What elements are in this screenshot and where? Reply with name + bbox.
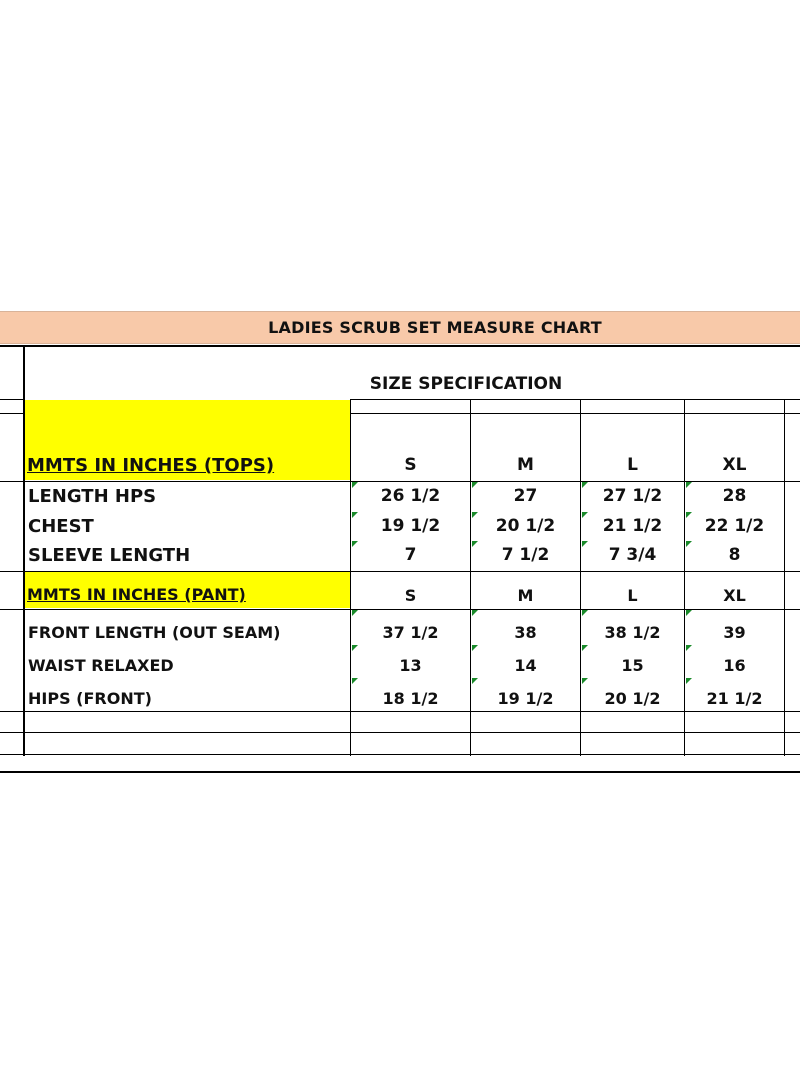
table-cell: 20 1/2 bbox=[495, 516, 556, 536]
cell-marker-icon bbox=[472, 482, 478, 488]
table-cell: 19 1/2 bbox=[380, 516, 441, 536]
cell-marker-icon bbox=[582, 512, 588, 518]
size-specification-label: SIZE SPECIFICATION bbox=[369, 374, 563, 394]
table-cell: 16 bbox=[723, 656, 746, 675]
size-header-s: S bbox=[404, 586, 417, 605]
cell-marker-icon bbox=[686, 541, 692, 547]
size-header-m: M bbox=[517, 586, 534, 605]
row-label: WAIST RELAXED bbox=[28, 656, 174, 675]
table-cell: 21 1/2 bbox=[706, 689, 763, 708]
table-cell: 39 bbox=[723, 623, 746, 642]
cell-marker-icon bbox=[582, 678, 588, 684]
cell-marker-icon bbox=[582, 482, 588, 488]
size-header-xl: XL bbox=[722, 455, 747, 475]
grid-line bbox=[0, 771, 800, 773]
grid-line bbox=[0, 413, 25, 414]
grid-line bbox=[0, 345, 800, 347]
row-label: HIPS (FRONT) bbox=[28, 689, 152, 708]
cell-marker-icon bbox=[472, 610, 478, 616]
chart-title: LADIES SCRUB SET MEASURE CHART bbox=[268, 318, 602, 337]
grid-line bbox=[0, 481, 800, 482]
row-label: LENGTH HPS bbox=[28, 486, 157, 507]
table-cell: 26 1/2 bbox=[380, 486, 441, 506]
size-header-l: L bbox=[627, 586, 638, 605]
cell-marker-icon bbox=[686, 678, 692, 684]
table-cell: 19 1/2 bbox=[497, 689, 554, 708]
cell-marker-icon bbox=[686, 610, 692, 616]
table-cell: 7 3/4 bbox=[608, 545, 657, 565]
grid-line bbox=[0, 571, 800, 572]
table-cell: 27 1/2 bbox=[602, 486, 663, 506]
cell-marker-icon bbox=[686, 512, 692, 518]
row-label: CHEST bbox=[28, 516, 94, 537]
table-cell: 37 1/2 bbox=[382, 623, 439, 642]
cell-marker-icon bbox=[352, 610, 358, 616]
grid-line bbox=[23, 346, 25, 756]
cell-marker-icon bbox=[472, 512, 478, 518]
cell-marker-icon bbox=[352, 541, 358, 547]
grid-line bbox=[351, 399, 800, 400]
grid-line bbox=[0, 732, 800, 733]
cell-marker-icon bbox=[352, 512, 358, 518]
table-cell: 22 1/2 bbox=[704, 516, 765, 536]
cell-marker-icon bbox=[582, 645, 588, 651]
chart-title-bar bbox=[0, 311, 800, 344]
size-header-xl: XL bbox=[723, 586, 746, 605]
grid-line bbox=[0, 711, 800, 712]
cell-marker-icon bbox=[352, 645, 358, 651]
cell-marker-icon bbox=[472, 678, 478, 684]
tops-section-header: MMTS IN INCHES (TOPS) bbox=[27, 455, 275, 476]
table-cell: 27 bbox=[513, 486, 538, 506]
table-cell: 28 bbox=[722, 486, 747, 506]
size-header-s: S bbox=[404, 455, 417, 475]
cell-marker-icon bbox=[686, 482, 692, 488]
grid-line bbox=[351, 413, 800, 414]
table-cell: 14 bbox=[514, 656, 537, 675]
cell-marker-icon bbox=[352, 678, 358, 684]
table-cell: 18 1/2 bbox=[382, 689, 439, 708]
table-cell: 21 1/2 bbox=[602, 516, 663, 536]
cell-marker-icon bbox=[472, 541, 478, 547]
table-cell: 38 bbox=[514, 623, 537, 642]
grid-line bbox=[0, 754, 800, 755]
grid-line bbox=[0, 609, 800, 610]
cell-marker-icon bbox=[352, 482, 358, 488]
cell-marker-icon bbox=[472, 645, 478, 651]
cell-marker-icon bbox=[582, 541, 588, 547]
table-cell: 8 bbox=[728, 545, 741, 565]
table-cell: 15 bbox=[621, 656, 644, 675]
table-cell: 7 1/2 bbox=[501, 545, 550, 565]
size-header-m: M bbox=[517, 455, 534, 475]
table-cell: 38 1/2 bbox=[604, 623, 661, 642]
cell-marker-icon bbox=[582, 610, 588, 616]
row-label: SLEEVE LENGTH bbox=[28, 545, 191, 566]
grid-line bbox=[0, 399, 25, 400]
size-header-l: L bbox=[627, 455, 638, 475]
table-cell: 13 bbox=[399, 656, 422, 675]
table-cell: 7 bbox=[404, 545, 417, 565]
cell-marker-icon bbox=[686, 645, 692, 651]
row-label: FRONT LENGTH (OUT SEAM) bbox=[28, 623, 281, 642]
grid-line bbox=[784, 399, 785, 756]
pant-section-header: MMTS IN INCHES (PANT) bbox=[27, 585, 246, 604]
table-cell: 20 1/2 bbox=[604, 689, 661, 708]
